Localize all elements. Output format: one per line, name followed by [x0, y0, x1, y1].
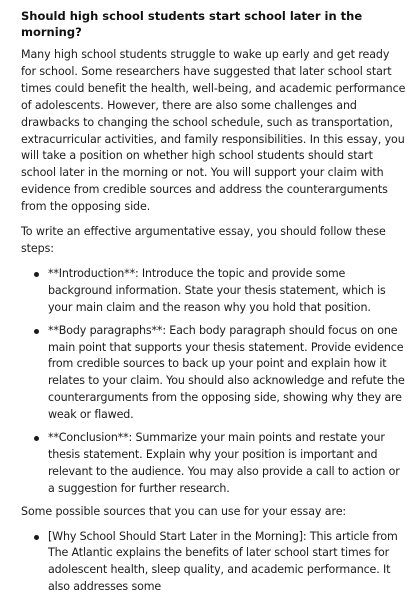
list-item — [21, 430, 407, 498]
list-item — [21, 529, 407, 597]
list-item — [21, 323, 407, 424]
document — [21, 8, 407, 602]
steps-list — [21, 266, 407, 498]
list-item — [21, 266, 407, 317]
list-item-text: **Introduction**: Introduce the topic and provide some background information. State your thesis statement, which is your main claim and the reason why you hold that position. — [48, 266, 386, 314]
bullet-icon — [34, 329, 39, 334]
steps-intro: To write an effective argumentative essay, you should follow these steps: — [21, 225, 386, 255]
bullet-icon — [34, 436, 39, 441]
list-item-text: [Why School Should Start Later in the Morning]: This article from The Atlantic explains the benefits of later school start times for adolescent health, sleep quality, and academic performance. It also addresses some — [48, 529, 398, 594]
sources-list — [21, 529, 407, 597]
intro-paragraph: Many high school students struggle to wake up early and get ready for school. Some researchers have suggested that later school start times could benefit the health, well-being, and academic performance of adolescents. However, there are also some challenges and drawbacks to changing the school schedule, such as transportation, extracurricular activities, and family responsibilities. In this essay, you will take a position on whether high school students should start school later in the morning or not. You will support your claim with evidence from credible sources and address the counterarguments from the opposing side. — [21, 48, 406, 214]
bullet-icon — [34, 535, 39, 540]
list-item-text: **Body paragraphs**: Each body paragraph should focus on one main point that supports your thesis statement. Provide evidence from credible sources to back up your point and explain how it relates to your claim. You should also acknowledge and refute the counterarguments from the opposing side, showing why they are weak or flawed. — [48, 323, 405, 422]
bullet-icon — [34, 272, 39, 277]
sources-intro: Some possible sources that you can use for your essay are: — [21, 504, 347, 518]
list-item-text: **Conclusion**: Summarize your main points and restate your thesis statement. Explain why your position is important and relevant to the audience. You may also provide a call to action or a suggestion for further research. — [48, 431, 400, 495]
document-title: Should high school students start school later in the morning? — [21, 9, 363, 39]
